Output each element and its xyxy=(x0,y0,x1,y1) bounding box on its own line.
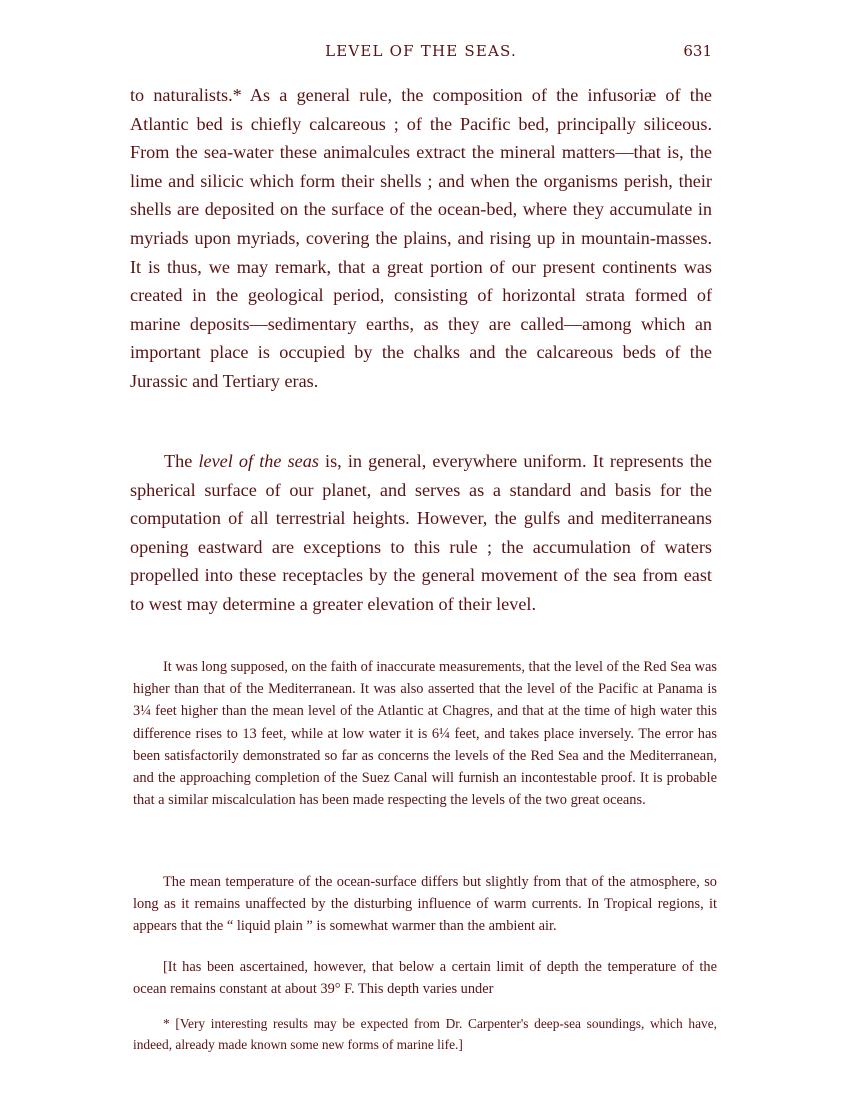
paragraph-ocean-temperature: The mean temperature of the ocean-surface differs but slightly from that of the atmosphere, so long as it remains unaffected by the disturbing influence of warm currents. In Tropical regions, it appears that the “ liquid plain ” is somewhat warmer than the ambient air. xyxy=(133,874,717,935)
paragraph-infusoria: to naturalists.* As a general rule, the composition of the infusoriæ of the Atlantic bed is chiefly calcareous ; of the Pacific bed, principally siliceous. From the sea-water these animalcules extract the mineral matters—that is, the lime and silicic which form their shells ; and when the organisms perish, their shells are deposited on the surface of the ocean-bed, where they accumulate in myriads upon myriads, covering the plains, and rising up in mountain-masses. It is thus, we may remark, that a great portion of our present continents was created in the geological period, consisting of horizontal strata formed of marine deposits—sedimentary earths, as they are called—among which an important place is occupied by the chalks and the calcareous beds of the Jurassic and Tertiary eras. xyxy=(130,85,712,391)
footnote: * [Very interesting results may be expected from Dr. Carpenter's deep-sea soundings, which have, indeed, already made known some new forms of marine life.] xyxy=(133,1016,717,1052)
paragraph-red-sea: It was long supposed, on the faith of inaccurate measurements, that the level of the Red Sea was higher than that of the Mediterranean. It was also asserted that the level of the Pacific at Panama is 3¼ feet higher than the mean level of the Atlantic at Chagres, and that at the time of high water this difference rises to 13 feet, while at low water it is 6¼ feet, and takes place inversely. The error has been satisfactorily demonstrated so far as concerns the levels of the Red Sea and the Mediterranean, and the approaching completion of the Suez Canal will furnish an incontestable proof. It is probable that a similar miscalculation has been made respecting the levels of the two great oceans. xyxy=(133,659,717,809)
paragraph-level-of-seas xyxy=(130,447,712,619)
paragraph-depth-limit: [It has been ascertained, however, that below a certain limit of depth the temperature of the ocean remains constant at about 39° F. This depth varies under xyxy=(133,959,717,998)
italic-term: level of the seas xyxy=(198,451,319,471)
paragraph-rest: is, in general, everywhere uniform. It represents the spherical surface of our planet, and serves as a standard and basis for the computation of all terrestrial heights. However, the gulfs and mediterraneans opening eastward are exceptions to this rule ; the accumulation of waters propelled into these receptacles by the general movement of the sea from east to west may determine a greater elevation of their level. xyxy=(130,451,713,614)
page-header xyxy=(130,42,712,66)
running-title: LEVEL OF THE SEAS. xyxy=(325,42,517,60)
page-number: 631 xyxy=(683,42,712,60)
paragraph-lead: The xyxy=(164,451,199,471)
